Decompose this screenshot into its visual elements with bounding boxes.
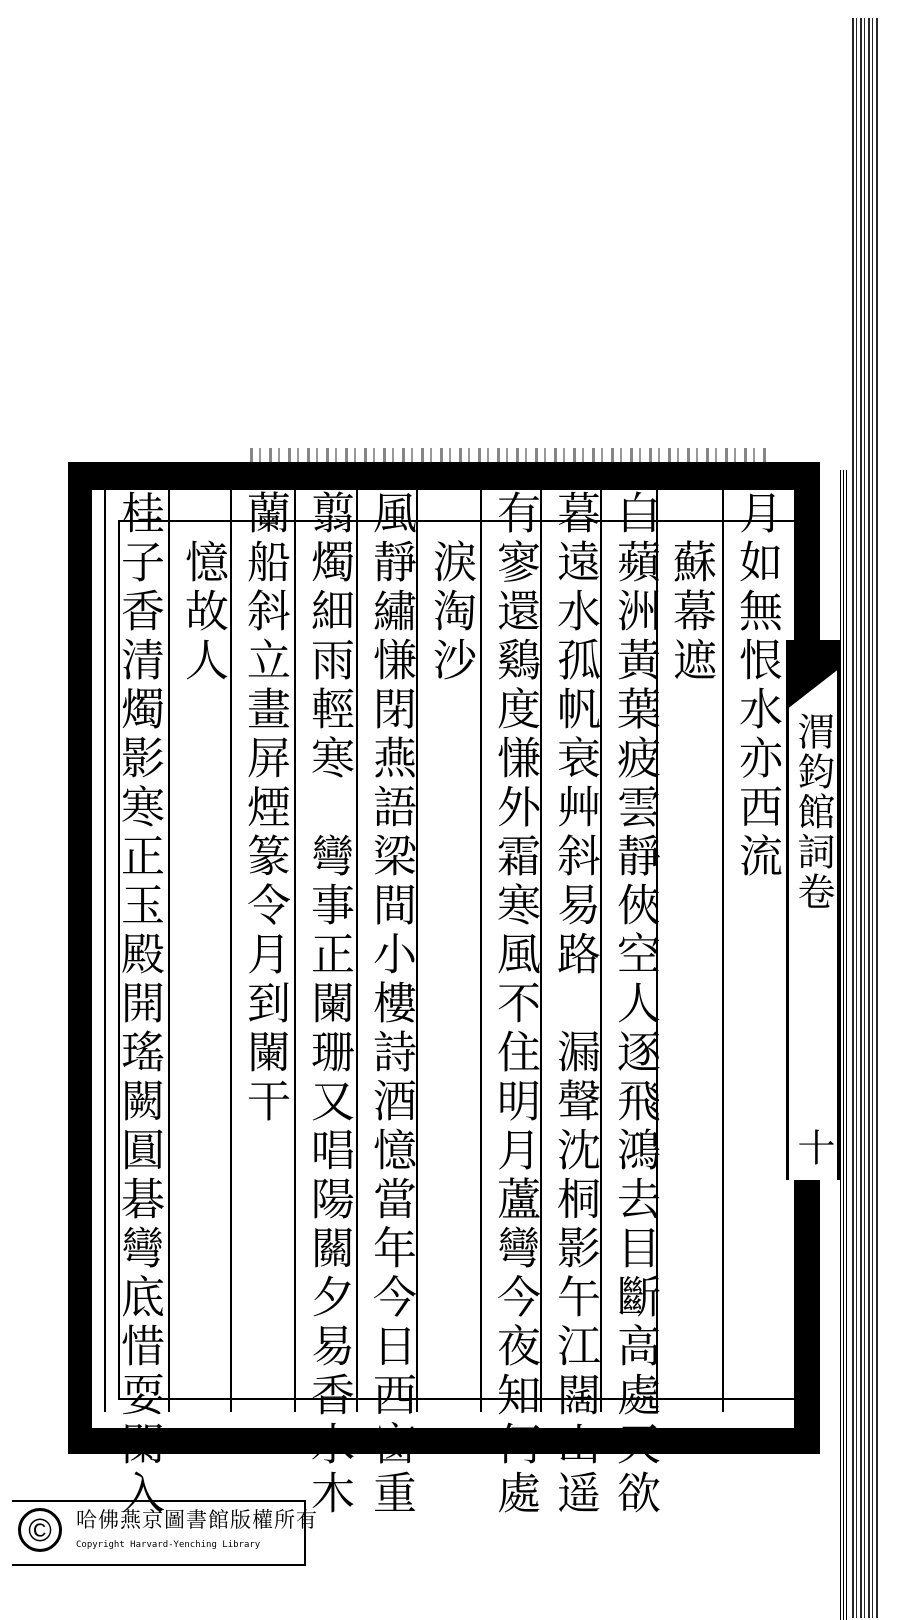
text-column-3 (600, 490, 666, 1519)
column-text: 蘭船斜立畫屏煙篆令月到闌干 (239, 490, 290, 1127)
text-column-7 (356, 490, 422, 1519)
copyright-english: Copyright Harvard-Yenching Library (76, 1540, 261, 1550)
page-edge-binding-inner (840, 470, 848, 1620)
text-column-6 (416, 490, 482, 1412)
page-edge-binding (852, 18, 878, 1618)
column-text: 蘇幕遮 (665, 490, 716, 686)
text-column-8 (294, 490, 360, 1519)
text-column-5 (480, 490, 546, 1519)
column-text: 暮遠水孤帆衰艸斜易路 漏聲沈桐影午江闊山遥 (549, 490, 600, 1519)
copyright-icon: © (18, 1508, 62, 1552)
column-text: 翦燭細雨輕寒 彎事正闌珊又唱陽關夕易香水木 (303, 490, 354, 1519)
column-text: 有寥還鷄度慊外霜寒風不住明月蘆彎今夜知何處 (489, 490, 540, 1519)
copyright-chinese: 哈佛燕京圖書館版權所有 (76, 1508, 318, 1532)
copyright-stamp (12, 1500, 318, 1566)
column-text: 淚淘沙 (425, 490, 476, 686)
text-column-9 (230, 490, 296, 1412)
column-text: 白蘋洲黃葉疲雲靜俠空人逐飛鴻去目斷高處天欲 (609, 490, 660, 1519)
text-column-10 (168, 490, 234, 1412)
centre-title: 渭鈞館詞卷 (791, 712, 835, 912)
column-text: 憶故人 (177, 490, 228, 686)
text-column-4 (540, 490, 606, 1519)
column-text: 風靜繡慊閉燕語梁間小樓詩酒憶當年今日西窗重 (365, 490, 416, 1519)
text-column-1 (722, 490, 788, 1412)
column-text: 月如無恨水亦西流 (731, 490, 782, 882)
leaf-number: 十 (791, 1128, 835, 1166)
torn-page-edge (250, 448, 770, 462)
text-column-11 (104, 490, 170, 1519)
column-text: 桂子香清燭影寒正玉殿開瑤闕圓碁彎底惜耍闌入 (113, 490, 164, 1519)
